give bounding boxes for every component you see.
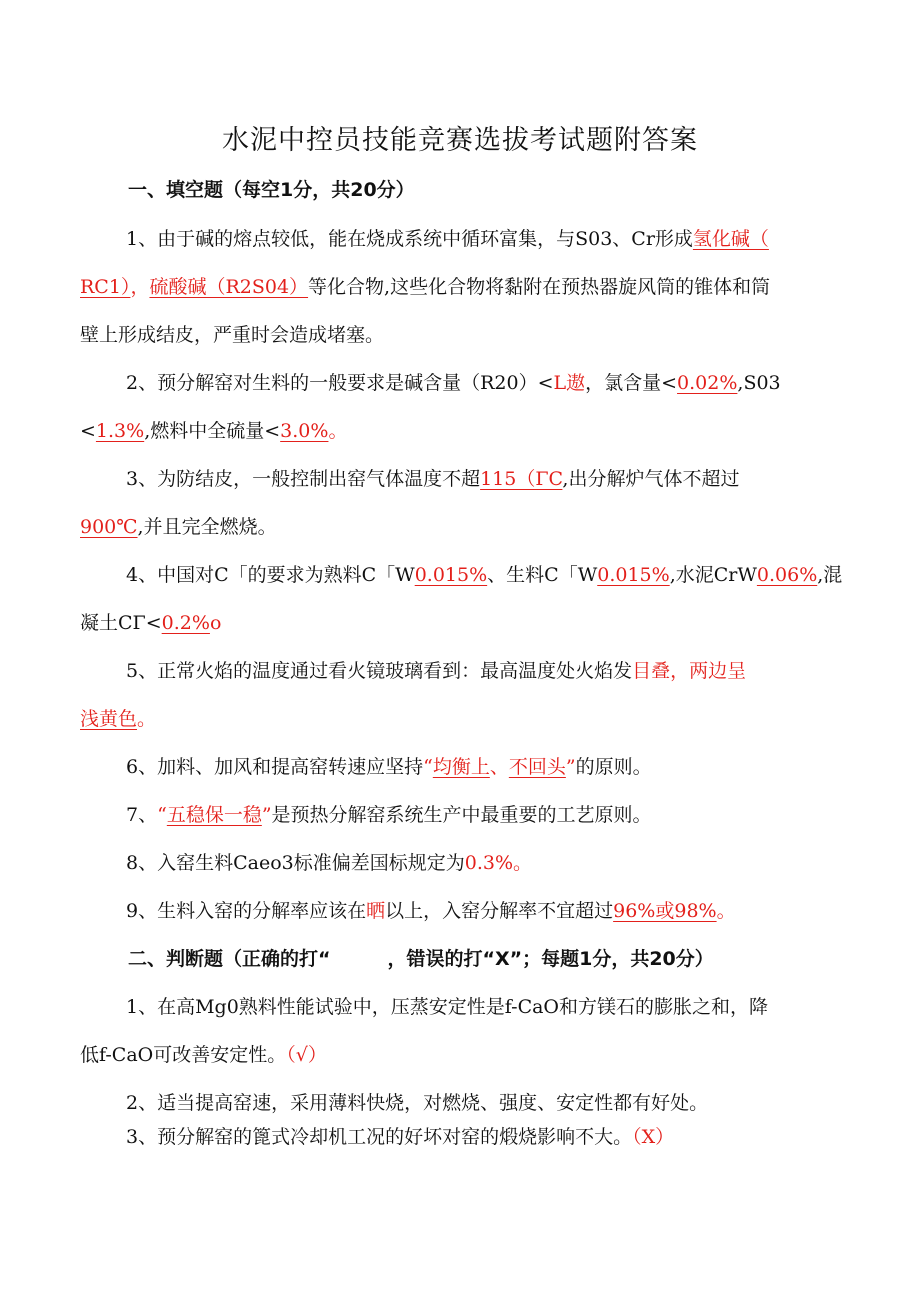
q6-answer-2: 不回头 [508,756,566,778]
q5-period: 。 [137,708,157,730]
q8-line [126,848,896,875]
q3-line2 [80,512,850,539]
q5-line1 [126,656,896,683]
q4-answer-1: 0.015% [414,564,488,586]
q2-answer-2: 0.02% [677,372,738,394]
q3-answer-1: 115（ΓC [480,468,563,490]
q6-separator: 、 [489,756,509,778]
q9-answer-2: 96%或98% [613,900,717,922]
tf2-line: 2、适当提高窑速，采用薄料快烧，对燃烧、强度、安定性都有好处。 [126,1092,709,1114]
q4-answer-4: 0.2% [161,612,210,634]
tf3-text: 3、预分解窑的篦式冷却机工况的好坏对窑的煅烧影响不大。 [126,1126,633,1148]
tf1-line1: 1、在高Mg0熟料性能试验中，压蒸安定性是f-CaO和方镁石的膨胀之和，降 [126,996,769,1018]
q4-text: 4、中国对C「的要求为熟料C「W [126,564,415,586]
q2-text-4: < [80,420,96,442]
tf1-line2 [80,1040,850,1067]
q2-text: 2、预分解窑对生料的一般要求是碱含量（R20）< [126,372,554,394]
q5-line2 [80,704,850,731]
tf1-text: 低f-CaO可改善安定性。 [80,1044,287,1066]
q2-text-5: ,燃料中全硫量< [144,420,281,442]
q2-period: 。 [328,420,348,442]
q4-line2 [80,608,850,635]
q3-line1 [126,464,896,491]
q4-text-2: 、生料C「W [487,564,598,586]
q2-text-2: ，氯含量< [585,372,678,394]
q3-text-2: ,出分解炉气体不超过 [562,468,740,490]
q4-answer-3: 0.06% [756,564,818,586]
q8-text: 8、入窑生料Caeo3标准偏差国标规定为 [126,852,465,874]
q7-text: 是预热分解窑系统生产中最重要的工艺原则。 [271,804,652,826]
q1-line1 [126,224,896,251]
q6-close-quote: ” [565,756,576,778]
q3-answer-2: 900℃ [80,516,138,538]
q5-answer-1: 目叠，两边呈 [632,660,747,682]
q7-close-quote: ” [261,804,272,826]
q7-number: 7、 [126,804,158,826]
q4-text-4: ,混 [817,564,843,586]
q3-text-3: ,并且完全燃烧。 [137,516,277,538]
section2-heading: 二、判断题（正确的打“ ，错误的打“X”；每题1分，共20分） [128,948,714,970]
q1-line2 [80,272,850,299]
q9-text: 9、生料入窑的分解率应该在 [126,900,367,922]
q1-text-cont: 等化合物,这些化合物将黏附在预热器旋风筒的锥体和筒 [308,276,771,298]
q2-answer-3: 1.3% [95,420,145,442]
q2-text-3: ,S03 [737,372,781,394]
tf1-answer: （√） [286,1044,327,1066]
q4-line1 [126,560,896,587]
q8-answer: 0.3% [464,852,514,874]
q2-line1 [126,368,896,395]
q1-answer-1: 氢化碱（ [692,228,769,250]
q5-text: 5、正常火焰的温度通过看火镜玻璃看到：最高温度处火焰发 [126,660,633,682]
q5-answer-2: 浅黄色 [80,708,138,730]
q2-answer-4: 3.0% [280,420,329,442]
q1-line3: 壁上形成结皮，严重时会造成堵塞。 [80,324,385,346]
q9-period: 。 [716,900,736,922]
q1-answer-1-cont: RC1） [80,276,131,298]
q4-answer-2: 0.015% [597,564,670,586]
q2-line2 [80,416,850,443]
q6-text-2: 的原则。 [575,756,652,778]
q1-answer-2: 硫酸碱（R2S04） [149,276,309,298]
q3-text: 3、为防结皮，一般控制出窑气体温度不超 [126,468,481,490]
q6-open-quote: “ [423,756,433,778]
q6-answer-1: 均衡上 [432,756,490,778]
q8-period: 。 [513,852,533,874]
q6-line [126,752,896,779]
q2-answer-1: L遨 [553,372,586,394]
q9-line [126,896,896,923]
section1-heading: 一、填空题（每空1分，共20分） [128,179,415,201]
document-title: 水泥中控员技能竞赛选拔考试题附答案 [222,125,698,156]
q4-trailing: o [209,612,222,634]
q1-comma: ， [130,276,150,298]
q9-answer-1: 晒 [366,900,386,922]
tf3-answer: （X） [632,1126,675,1148]
q1-text: 1、由于碱的熔点较低，能在烧成系统中循环富集，与S03、Cr形成 [126,228,693,250]
q7-open-quote: “ [157,804,167,826]
q9-text-2: 以上，入窑分解率不宜超过 [385,900,614,922]
q6-text: 6、加料、加风和提高窑转速应坚持 [126,756,424,778]
q4-text-3: ,水泥CrW [669,564,757,586]
q4-text-5: 凝土CΓ< [80,612,162,634]
q7-answer: 五稳保一稳 [166,804,262,826]
q7-line [126,800,896,827]
tf3-line [126,1122,896,1149]
